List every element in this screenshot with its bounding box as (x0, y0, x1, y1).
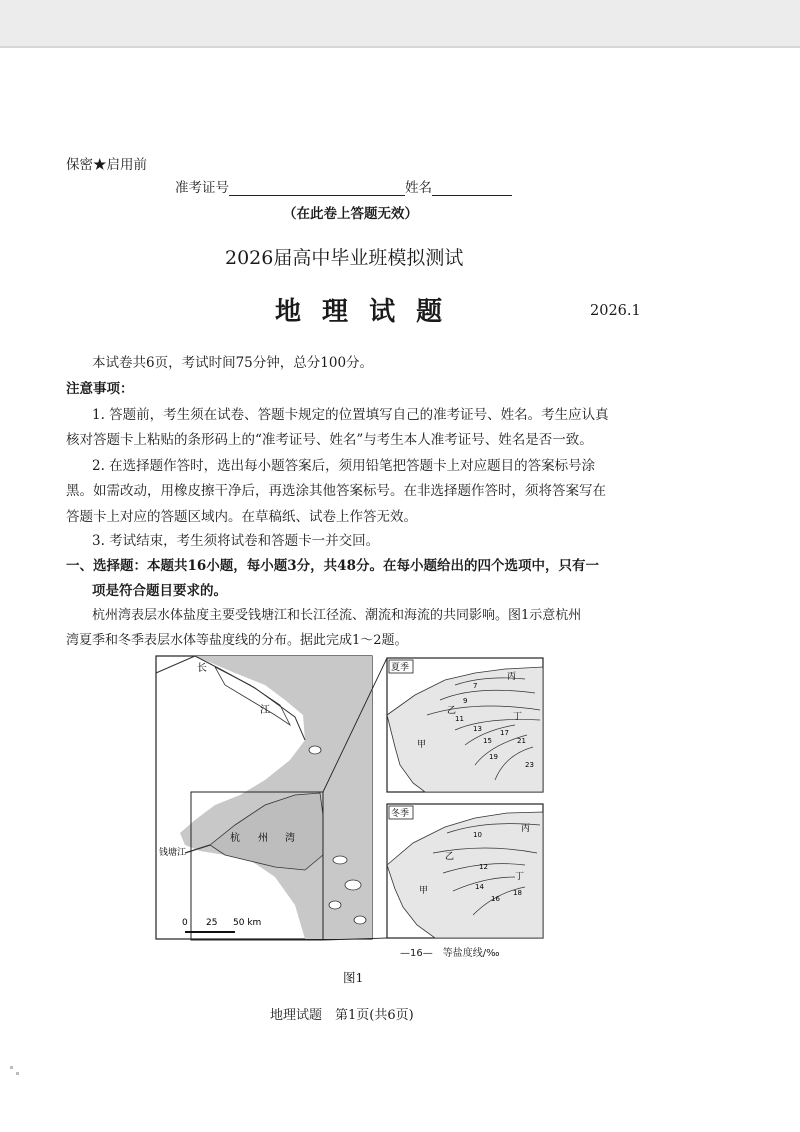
intro-text: 本试卷共6页，考试时间75分钟，总分100分。 (92, 355, 374, 371)
scale-50: 50 km (233, 918, 262, 928)
name-label: 姓名 (405, 180, 432, 196)
winter-isoline-10: 10 (473, 831, 482, 839)
summer-isoline-13: 13 (473, 725, 482, 733)
figure-1-map (155, 655, 545, 947)
page-footer: 地理试题 第1页(共6页) (270, 1008, 414, 1023)
exam-date: 2026.1 (590, 303, 641, 319)
name-field[interactable] (432, 181, 512, 196)
invalid-note: （在此卷上答题无效） (283, 206, 418, 222)
question-intro-line-1: 杭州湾表层水体盐度主要受钱塘江和长江径流、潮流和海流的共同影响。图1示意杭州 (92, 608, 582, 623)
winter-point-jia: 甲 (419, 886, 429, 896)
top-bar (0, 0, 800, 46)
summer-isoline-19: 19 (489, 753, 498, 761)
bay-label-zhou: 州 (258, 833, 268, 844)
qiantang-river-label: 钱塘江 (159, 848, 187, 858)
summer-point-ding: 丁 (513, 712, 523, 722)
page-title: 地 理 试 题 (275, 297, 449, 327)
scan-mark (16, 1072, 19, 1075)
river-label-chang: 长 (197, 663, 207, 674)
winter-point-ding: 丁 (515, 872, 525, 882)
summer-isoline-21: 21 (517, 737, 526, 745)
exam-id-label: 准考证号 (175, 180, 229, 196)
winter-isoline-14: 14 (475, 883, 484, 891)
scale-0: 0 (182, 918, 188, 928)
winter-label: 冬季 (391, 809, 410, 819)
note-1-line-2: 核对答题卡上粘贴的条形码上的“准考证号、姓名”与考生本人准考证号、姓名是否一致。 (66, 432, 593, 448)
summer-isoline-11: 11 (455, 715, 464, 723)
bay-label-wan: 湾 (285, 833, 295, 844)
exam-id-field[interactable] (229, 181, 405, 196)
scan-mark (10, 1066, 13, 1069)
top-bar-divider (0, 46, 800, 48)
exam-id-line (175, 176, 512, 196)
question-intro-line-2: 湾夏季和冬季表层水体等盐度线的分布。据此完成1～2题。 (66, 633, 408, 648)
note-2-line-3: 答题卡上对应的答题区域内。在草稿纸、试卷上作答无效。 (66, 509, 417, 525)
note-2-line-2: 黑。如需改动，用橡皮擦干净后，再选涂其他答案标号。在非选择题作答时，须将答案写在 (66, 483, 606, 499)
note-3: 3. 考试结束，考生须将试卷和答题卡一并交回。 (92, 533, 380, 549)
notes-heading: 注意事项： (66, 381, 134, 397)
summer-isoline-9: 9 (463, 697, 468, 705)
section-1-line-1: 一、选择题：本题共16小题，每小题3分，共48分。在每小题给出的四个选项中，只有一 (66, 558, 599, 574)
river-label-jiang: 江 (260, 705, 270, 716)
figure-legend: —16— 等盐度线/‰ (400, 948, 500, 959)
note-2-line-1: 2. 在选择题作答时，选出每小题答案后，须用铅笔把答题卡上对应题目的答案标号涂 (92, 458, 596, 474)
exam-subtitle: 2026届高中毕业班模拟测试 (225, 247, 464, 269)
summer-isoline-17: 17 (500, 729, 509, 737)
winter-isoline-16: 16 (491, 895, 500, 903)
scale-25: 25 (206, 918, 218, 928)
confidential-label: 保密★启用前 (66, 157, 147, 173)
winter-isoline-18: 18 (513, 889, 522, 897)
legend-value: 16 (410, 948, 423, 959)
summer-point-yi: 乙 (447, 706, 457, 716)
summer-isoline-15: 15 (483, 737, 492, 745)
winter-isoline-12: 12 (479, 863, 488, 871)
summer-isoline-23: 23 (525, 761, 534, 769)
legend-text: 等盐度线/‰ (442, 948, 500, 959)
island-1 (309, 746, 321, 754)
figure-caption: 图1 (343, 970, 364, 985)
note-1-line-1: 1. 答题前，考生须在试卷、答题卡规定的位置填写自己的准考证号、姓名。考生应认真 (92, 407, 609, 423)
winter-point-yi: 乙 (445, 852, 455, 862)
summer-label: 夏季 (391, 663, 410, 673)
summer-isoline-7: 7 (473, 682, 478, 690)
winter-point-bing: 丙 (521, 824, 531, 834)
section-1-line-2: 项是符合题目要求的。 (92, 583, 227, 599)
bay-label-hang: 杭 (230, 833, 240, 844)
summer-point-bing: 丙 (507, 672, 517, 682)
summer-point-jia: 甲 (417, 740, 427, 750)
